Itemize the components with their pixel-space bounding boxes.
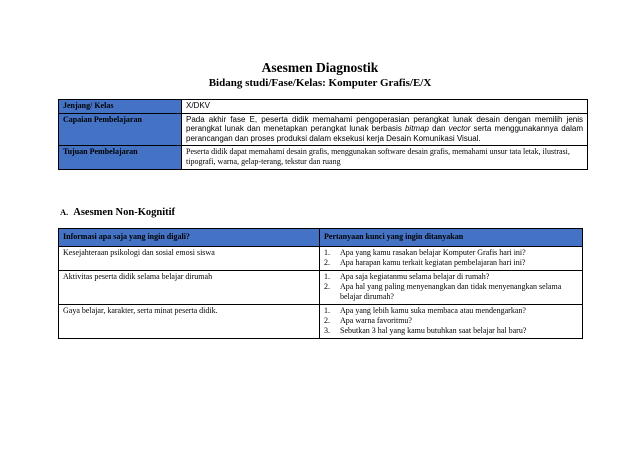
- question-text: Apa saja kegiatanmu selama belajar di rumah?: [340, 272, 490, 281]
- info-cell: Gaya belajar, karakter, serta minat peserta didik.: [59, 305, 320, 339]
- document-subtitle: Bidang studi/Fase/Kelas: Komputer Grafis/E/X: [208, 77, 432, 89]
- table-row: [59, 271, 583, 305]
- question-list: [324, 248, 578, 268]
- question-text: Apa hal yang paling menyenangkan dan tidak menyenangkan selama belajar dirumah?: [340, 282, 562, 301]
- table-row: [59, 100, 588, 114]
- info-cell: Kesejahteraan psikologi dan sosial emosi siswa: [59, 247, 320, 271]
- column-header-questions: Pertanyaan kunci yang ingin ditanyakan: [320, 229, 583, 247]
- section-heading: [60, 207, 175, 218]
- table-header-row: [59, 229, 583, 247]
- info-cell: Aktivitas peserta didik selama belajar dirumah: [59, 271, 320, 305]
- row-label-jenjang: Jenjang/ Kelas: [59, 100, 182, 114]
- question-text: Sebutkan 3 hal yang kamu butuhkan saat belajar hal baru?: [340, 326, 527, 335]
- item-number: 1.: [324, 306, 330, 315]
- question-text: Apa harapan kamu terkait kegiatan pembelajaran hari ini?: [340, 258, 526, 267]
- questions-cell: [320, 305, 583, 339]
- question-list: [324, 272, 578, 302]
- question-text: Apa warna favoritmu?: [340, 316, 412, 325]
- item-number: 3.: [324, 326, 330, 335]
- item-number: 2.: [324, 316, 330, 325]
- item-number: 1.: [324, 248, 330, 257]
- item-number: 2.: [324, 258, 330, 267]
- section-letter: A.: [60, 207, 69, 217]
- assessment-table: [58, 228, 583, 339]
- list-item: [324, 258, 578, 268]
- table-row: [59, 247, 583, 271]
- question-list: [324, 306, 578, 336]
- list-item: [324, 248, 578, 258]
- list-item: [324, 316, 578, 326]
- document-title: Asesmen Diagnostik: [261, 60, 379, 75]
- list-item: [324, 282, 578, 302]
- section-title: Asesmen Non-Kognitif: [73, 207, 176, 218]
- item-number: 1.: [324, 272, 330, 281]
- item-number: 2.: [324, 282, 330, 291]
- row-value-tujuan: Peserta didik dapat memahami desain grafis, menggunakan software desain grafis, memahami unsur tata letak, ilustrasi, tipografi, warna, gelap-terang, tekstur dan ruang: [182, 146, 588, 169]
- row-value-capaian: Pada akhir fase E, peserta didik memahami pengoperasian perangkat lunak desain dengan memilih jenis perangkat lunak dan menetapkan perangkat lunak berbasis bitmap dan vector serta menggunakannya dalam perancangan dan proses produksi dalam eksekusi kerja Desain Komunikasi Visual.: [182, 113, 588, 146]
- row-value-jenjang: X/DKV: [182, 100, 588, 114]
- info-table: [58, 99, 588, 170]
- questions-cell: [320, 247, 583, 271]
- list-item: [324, 326, 578, 336]
- question-text: Apa yang lebih kamu suka membaca atau mendengarkan?: [340, 306, 526, 315]
- table-row: [59, 113, 588, 146]
- questions-cell: [320, 271, 583, 305]
- question-text: Apa yang kamu rasakan belajar Komputer Grafis hari ini?: [340, 248, 526, 257]
- column-header-info: Informasi apa saja yang ingin digali?: [59, 229, 320, 247]
- table-row: [59, 305, 583, 339]
- list-item: [324, 272, 578, 282]
- row-label-capaian: Capaian Pembelajaran: [59, 113, 182, 146]
- table-row: [59, 146, 588, 169]
- row-label-tujuan: Tujuan Pembelajaran: [59, 146, 182, 169]
- list-item: [324, 306, 578, 316]
